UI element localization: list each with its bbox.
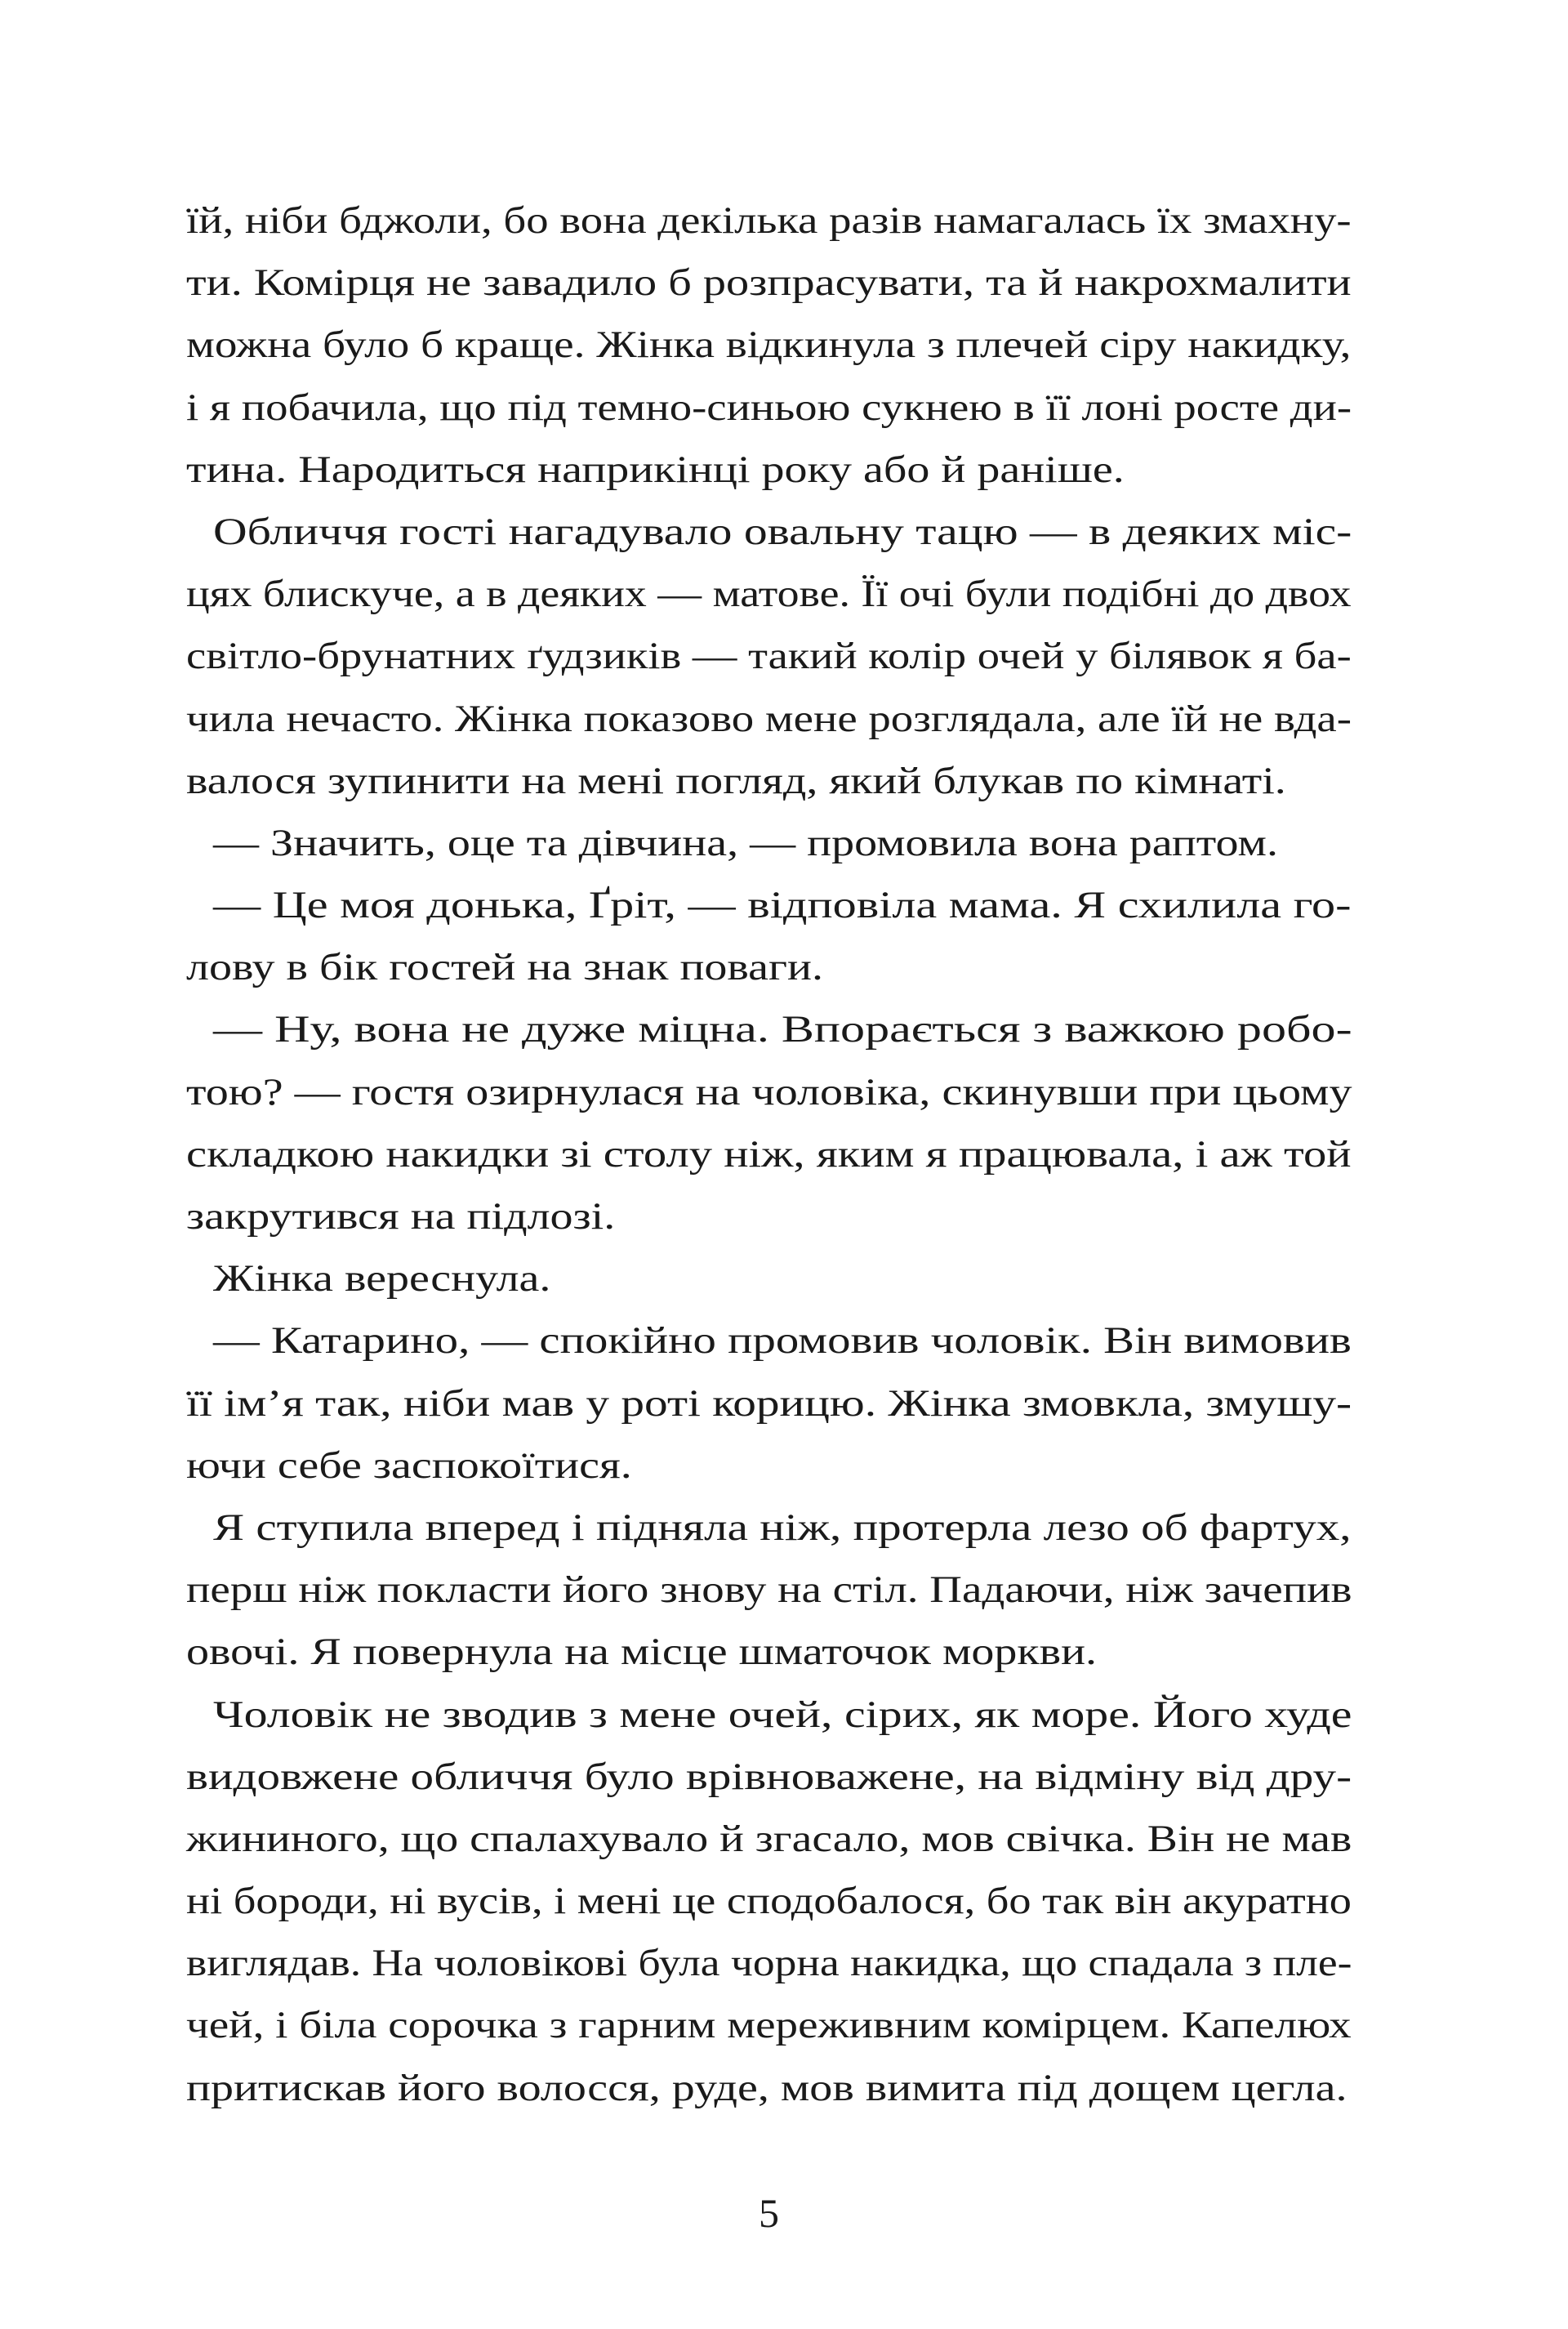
page-body-text [186,190,1352,2119]
text-line-content: ти. Комірця не завадило б розпрасувати, та й накрохмалити [186,261,1352,305]
paragraph [186,812,1352,874]
text-line-content: — Значить, оце та дівчина, — промовила вона раптом. [213,821,1278,864]
text-line-content: виглядав. На чоловікові була чорна накидка, що спадала з пле- [186,1942,1352,1985]
text-line [186,563,1352,625]
text-line-content: перш ніж покласти його знову на стіл. Падаючи, ніж зачепив [186,1568,1352,1612]
text-line [186,874,1352,936]
text-line-content: ючи себе заспокоїтися. [186,1443,632,1487]
page-number: 5 [759,2190,779,2236]
paragraph [186,190,1352,501]
text-line-content: — Це моя донька, Ґріт, — відповіла мама. Я схилила го- [213,884,1352,927]
text-line-content: — Ну, вона не дуже міцна. Впорається з важкою робо- [213,1008,1352,1051]
text-line [186,1994,1352,2056]
text-line [186,1621,1352,1683]
text-line [186,812,1352,874]
paragraph [186,1310,1352,1497]
text-line [186,1870,1352,1932]
text-line-content: і я побачила, що під темно-синьою сукнею в її лоні росте ди- [186,386,1352,429]
text-line [186,252,1352,314]
text-line [186,750,1352,812]
text-line-content: тою? — гостя озирнулася на чоловіка, скинувши при цьому [186,1070,1352,1113]
text-line-content: Чоловік не зводив з мене очей, сірих, як море. Його худе [213,1693,1352,1736]
text-line-content: Я ступила вперед і підняла ніж, протерла лезо об фартух, [213,1506,1352,1549]
paragraph [186,874,1352,998]
text-line [186,1684,1352,1746]
text-line-content: ні бороди, ні вусів, і мені це сподобалося, бо так він акуратно [186,1880,1352,1923]
paragraph [186,1497,1352,1684]
paragraph [186,1684,1352,2119]
paragraph [186,998,1352,1247]
text-line [186,501,1352,563]
paragraph [186,501,1352,812]
text-line [186,1808,1352,1870]
text-line [186,1310,1352,1372]
text-line-content: чила нечасто. Жінка показово мене розглядала, але їй не вда- [186,697,1352,740]
text-line [186,1497,1352,1559]
text-line [186,625,1352,687]
text-line-content: тина. Народиться наприкінці року або й раніше. [186,448,1125,491]
text-line [186,314,1352,376]
text-line [186,1061,1352,1123]
text-line-content: світло-брунатних ґудзиків — такий колір очей у білявок я ба- [186,635,1352,678]
text-line [186,2057,1352,2119]
text-line [186,1434,1352,1497]
text-line-content: можна було б краще. Жінка відкинула з плечей сіру накидку, [186,323,1352,367]
text-line-content: видовжене обличчя було врівноважене, на відміну від дру- [186,1755,1352,1798]
text-line [186,1247,1352,1310]
text-line [186,1932,1352,1994]
text-line-content: складкою накидки зі столу ніж, яким я працювала, і аж той [186,1132,1352,1176]
text-line-content: лову в бік гостей на знак поваги. [186,946,823,989]
text-line [186,1746,1352,1808]
text-line-content: валося зупинити на мені погляд, який блукав по кімнаті. [186,759,1286,802]
text-line-content: Обличчя гості нагадувало овальну тацю — в деяких міс- [213,510,1352,553]
text-line [186,377,1352,439]
text-line-content: — Катарино, — спокійно промовив чоловік. Він вимовив [213,1319,1352,1363]
text-line-content: їй, ніби бджоли, бо вона декілька разів намагалась їх змахну- [186,199,1352,242]
text-line [186,688,1352,750]
text-line-content: її ім’я так, ніби мав у роті корицю. Жінка змовкла, змушу- [186,1381,1352,1425]
text-line [186,190,1352,252]
text-line [186,439,1352,501]
text-line [186,1123,1352,1185]
text-line-content: закрутився на підлозі. [186,1195,616,1238]
text-line-content: цях блискуче, а в деяких — матове. Її очі були подібні до двох [186,573,1352,616]
text-line [186,936,1352,998]
text-line [186,998,1352,1060]
text-line-content: овочі. Я повернула на місце шматочок моркви. [186,1631,1098,1674]
paragraph [186,1247,1352,1310]
text-line-content: притискав його волосся, руде, мов вимита під дощем цегла. [186,2066,1348,2109]
text-line [186,1185,1352,1247]
text-line-content: Жінка вереснула. [213,1257,551,1301]
text-line [186,1372,1352,1434]
text-line [186,1559,1352,1621]
text-line-content: чей, і біла сорочка з гарним мереживним комірцем. Капелюх [186,2004,1352,2047]
text-line-content: жининого, що спалахувало й згасало, мов свічка. Він не мав [186,1817,1352,1860]
